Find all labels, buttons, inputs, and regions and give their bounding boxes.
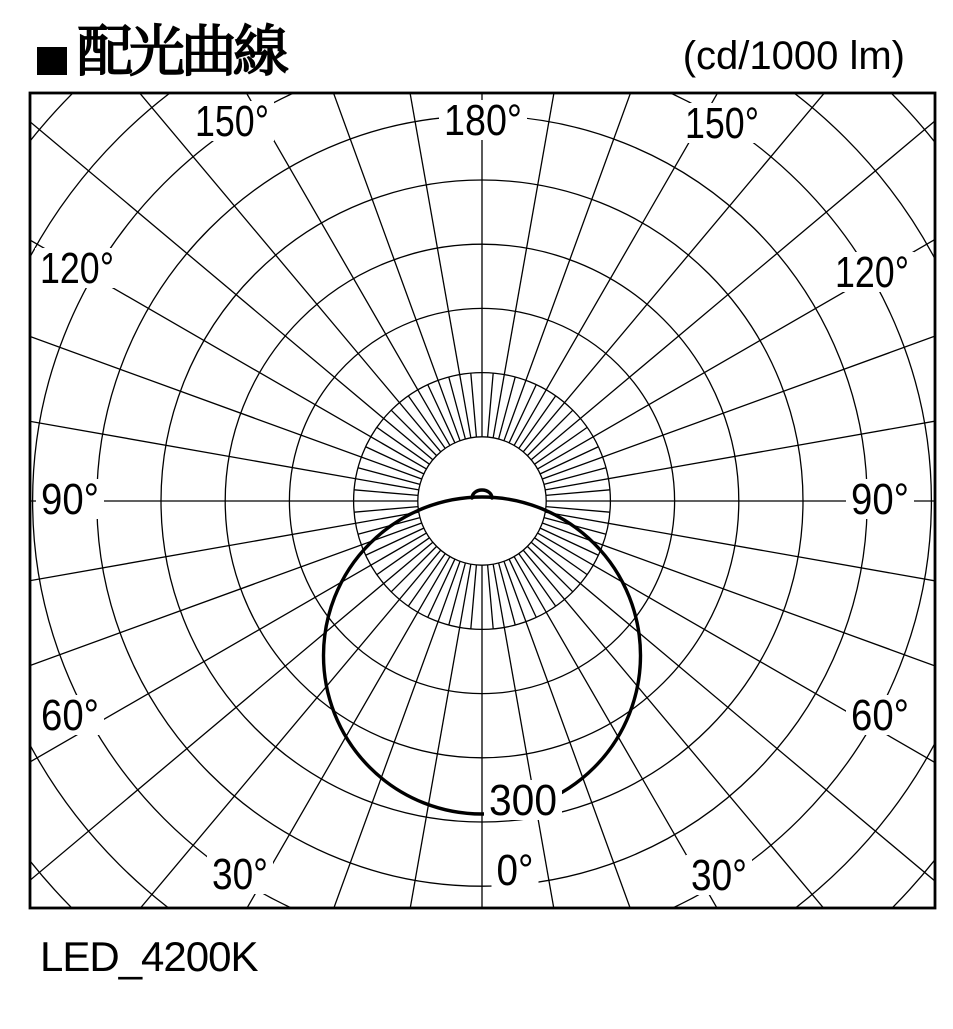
grid-spoke-major bbox=[270, 561, 460, 1029]
grid-spoke-major bbox=[0, 289, 422, 479]
axis-label: 90° bbox=[851, 475, 909, 525]
axis-label: 60° bbox=[41, 691, 99, 741]
grid-spoke-major bbox=[374, 564, 471, 1029]
grid-spoke-major bbox=[538, 533, 953, 811]
grid-spoke-major bbox=[545, 512, 953, 609]
grid-ring bbox=[418, 437, 546, 565]
grid-spoke-minor bbox=[391, 546, 436, 591]
grid-spoke-minor bbox=[449, 377, 466, 439]
axis-label: 30° bbox=[212, 850, 268, 900]
grid-spoke-minor bbox=[535, 538, 588, 575]
axis-label: 180° bbox=[444, 96, 522, 146]
grid-spoke-minor bbox=[391, 410, 436, 455]
grid-spoke-minor bbox=[519, 396, 556, 449]
grid-spoke-minor bbox=[471, 373, 477, 437]
grid-spoke-minor bbox=[519, 554, 556, 607]
grid-spoke-major bbox=[270, 0, 460, 441]
grid-spoke-minor bbox=[499, 563, 516, 625]
grid-spoke-major bbox=[514, 0, 792, 445]
grid-spoke-minor bbox=[354, 490, 418, 496]
axis-label: 120° bbox=[40, 244, 114, 294]
grid-spoke-major bbox=[504, 0, 694, 441]
axis-label: 150° bbox=[685, 99, 759, 149]
axis-label: 90° bbox=[41, 475, 99, 525]
grid-spoke-minor bbox=[471, 565, 477, 629]
grid-spoke-minor bbox=[527, 410, 572, 455]
axis-label: 30° bbox=[691, 851, 747, 901]
series-name-label: LED_4200K bbox=[40, 933, 258, 980]
page-title: 配光曲線 bbox=[77, 20, 285, 83]
grid-spoke-major bbox=[538, 191, 953, 469]
grid-spoke-minor bbox=[377, 538, 430, 575]
grid-spoke-major bbox=[493, 0, 590, 438]
grid-spoke-minor bbox=[488, 373, 494, 437]
grid-spoke-minor bbox=[535, 427, 588, 464]
grid-spoke-minor bbox=[544, 468, 606, 485]
unit-label: (cd/1000 lm) bbox=[682, 34, 905, 78]
grid-spoke-minor bbox=[546, 490, 610, 496]
grid-spoke-minor bbox=[354, 507, 418, 513]
axis-label: 0° bbox=[496, 846, 534, 896]
grid-spoke-minor bbox=[358, 468, 420, 485]
grid-spoke-minor bbox=[449, 563, 466, 625]
grid-spoke-major bbox=[172, 0, 450, 445]
axis-label: 150° bbox=[195, 97, 269, 147]
grid-spoke-major bbox=[542, 523, 953, 713]
grid-spoke-major bbox=[374, 0, 471, 438]
axis-label: 120° bbox=[835, 248, 909, 298]
axis-label: 60° bbox=[851, 691, 909, 741]
grid-spoke-minor bbox=[377, 427, 430, 464]
grid-spoke-major bbox=[0, 523, 422, 713]
axis-label: 300 bbox=[489, 776, 557, 826]
grid-spoke-minor bbox=[488, 565, 494, 629]
grid-spoke-minor bbox=[408, 554, 445, 607]
grid-spoke-minor bbox=[408, 396, 445, 449]
grid-spoke-minor bbox=[546, 507, 610, 513]
grid-spoke-minor bbox=[499, 377, 516, 439]
grid-spoke-minor bbox=[527, 546, 572, 591]
grid-spoke-major bbox=[542, 289, 953, 479]
